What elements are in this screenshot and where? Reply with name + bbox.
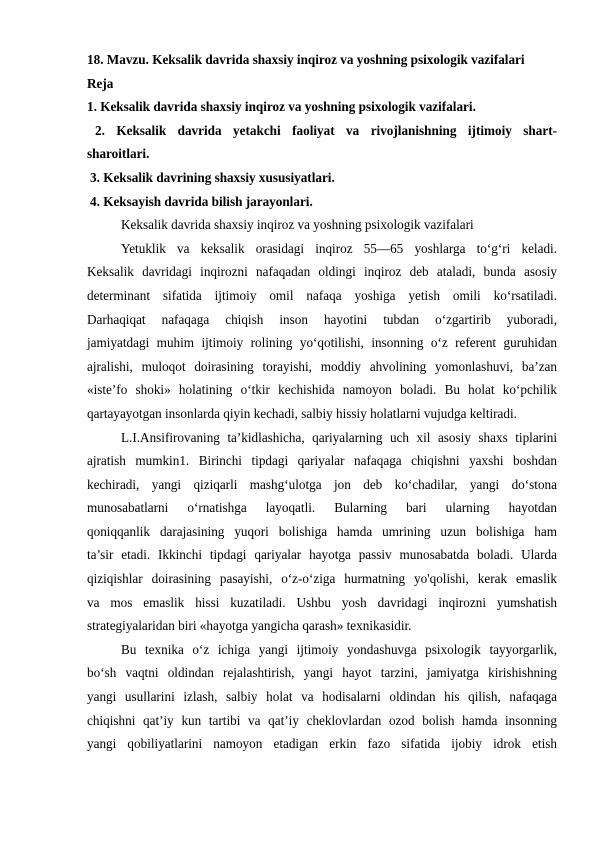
paragraph-line: Yetuklik va keksalik orasidagi inqiroz 55—65 yoshlarga to‘g‘ri keladi. [121, 240, 557, 256]
paragraph-3 [87, 638, 557, 756]
paragraph-line: Keksalik davridagi inqirozni nafaqadan oldingi inqiroz deb ataladi, bunda asosiy [87, 264, 557, 280]
paragraph-line: qiziqishlar doirasining pasayishi, o‘z-o‘ziga hurmatning yo'qolishi, kerak emaslik [87, 571, 557, 587]
paragraph-line-last: qartayayotgan insonlarda qiyin kechadi, salbiy hissiy holatlarni vujudga keltiradi. [87, 405, 517, 421]
paragraph-1 [87, 237, 557, 426]
plan-item-3: 3. Keksalik davrining shaxsiy xususiyatlari. [90, 169, 335, 185]
paragraph-line: jamiyatdagi muhim ijtimoiy rolining yo‘qotilishi, insonning o‘z referent guruhidan [87, 335, 557, 351]
paragraph-line: ajralishi, muloqot doirasining torayishi, moddiy ahvolining yomonlashuvi, ba’zan [87, 358, 557, 374]
paragraph-line: munosabatlarni o‘rnatishga layoqatli. Bularning bari ularning hayotdan [87, 500, 557, 516]
paragraph-line: Bu texnika o‘z ichiga yangi ijtimoiy yondashuvga psixologik tayyorgarlik, [121, 641, 557, 657]
plan-item-2-continuation: sharoitlari. [87, 146, 150, 162]
document-header [87, 48, 557, 213]
document-page [87, 48, 557, 756]
plan-item-4: 4. Keksayish davrida bilish jarayonlari. [90, 193, 313, 209]
paragraph-2 [87, 426, 557, 638]
paragraph-line: kechiradi, yangi qiziqarli mashg‘ulotga jon deb ko‘chadilar, yangi do‘stona [87, 476, 557, 492]
paragraph-line: ajratish mumkin1. Birinchi tipdagi qariyalar nafaqaga chiqishni yaxshi boshdan [87, 453, 557, 469]
plan-label: Reja [87, 75, 114, 91]
plan-item-1: 1. Keksalik davrida shaxsiy inqiroz va yoshning psixologik vazifalari. [87, 99, 476, 115]
paragraph-line: determinant sifatida ijtimoiy omil nafaqa yoshiga yetish omili ko‘rsatiladi. [87, 287, 557, 303]
paragraph-line: L.I.Ansifirovaning ta’kidlashicha, qariyalarning uch xil asosiy shaxs tiplarini [121, 429, 557, 445]
paragraph-line: va mos emaslik hissi kuzatiladi. Ushbu yosh davridagi inqirozni yumshatish [87, 594, 557, 610]
paragraph-line: Darhaqiqat nafaqaga chiqish inson hayotini tubdan o‘zgartirib yuboradi, [87, 311, 557, 327]
paragraph-line: «iste’fo shoki» holatining o‘tkir kechishida namoyon boladi. Bu holat ko‘pchilik [87, 382, 557, 398]
paragraph-line: chiqishni qat’iy kun tartibi va qat’iy cheklovlardan ozod bolish hamda insonning [87, 712, 557, 728]
paragraph-line-last: strategiyalaridan biri «hayotga yangicha qarash» texnikasidir. [87, 618, 412, 634]
paragraph-line: yangi usullarini izlash, salbiy holat va hodisalarni oldindan his qilish, nafaqaga [87, 689, 557, 705]
plan-item-2: 2. Keksalik davrida yetakchi faoliyat va rivojlanishning ijtimoiy shart- [95, 122, 557, 138]
paragraph-line: bo‘sh vaqtni oldindan rejalashtirish, yangi hayot tarzini, jamiyatga kirishishning [87, 665, 557, 681]
section-title: Keksalik davrida shaxsiy inqiroz va yoshning psixologik vazifalari [121, 217, 474, 233]
paragraph-line: qoniqqanlik darajasining yuqori bolishiga hamda umrining uzun bolishiga ham [87, 523, 557, 539]
paragraph-line: ta’sir etadi. Ikkinchi tipdagi qariyalar hayotga passiv munosabatda boladi. Ularda [87, 547, 557, 563]
topic-title: 18. Mavzu. Keksalik davrida shaxsiy inqiroz va yoshning psixologik vazifalari [87, 52, 525, 67]
paragraph-line: yangi qobiliyatlarini namoyon etadigan erkin fazo sifatida ijobiy idrok etish [87, 736, 557, 752]
